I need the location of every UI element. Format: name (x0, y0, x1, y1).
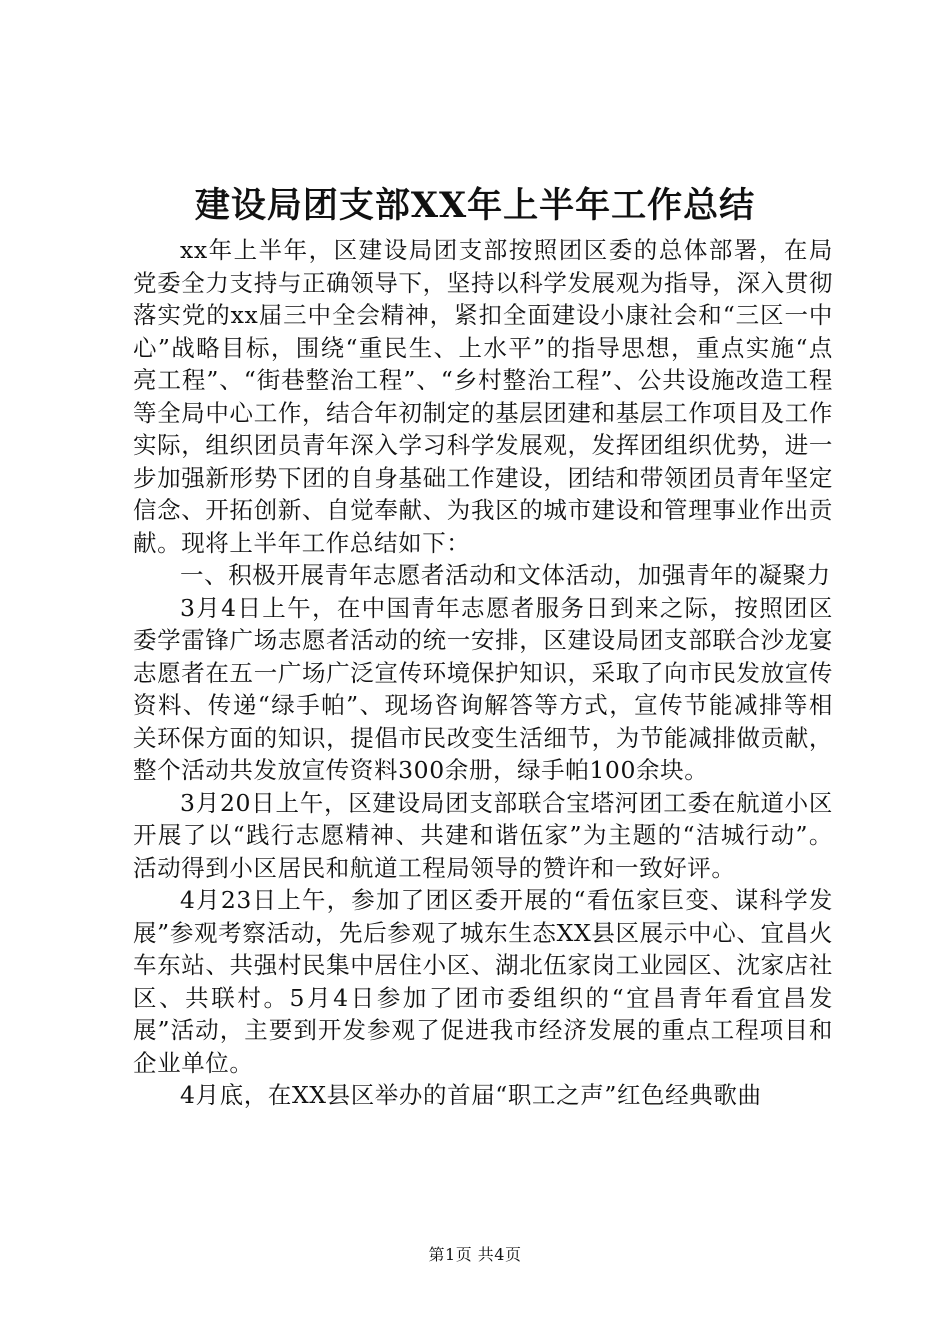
section-heading-1: 一、积极开展青年志愿者活动和文体活动，加强青年的凝聚力 (180, 561, 831, 589)
paragraph-march-20: 3月20日上午，区建设局团支部联合宝塔河团工委在航道小区开展了以“践行志愿精神、共建和谐伍家”为主题的“洁城行动”。活动得到小区居民和航道工程局领导的赞许和一致好评。 (133, 788, 833, 882)
paragraph-april-23: 4月23日上午，参加了团区委开展的“看伍家巨变、谋科学发展”参观考察活动，先后参观了城东生态XX县区展示中心、宜昌火车东站、共强村民集中居住小区、湖北伍家岗工业园区、沈家店社区、共联村。5月4日参加了团市委组织的“宜昌青年看宜昌发展”活动，主要到开发参观了促进我市经济发展的重点工程项目和企业单位。 (133, 886, 833, 1077)
page-footer: 第1页 共4页 (428, 1245, 522, 1264)
document-title: 建设局团支部XX年上半年工作总结 (194, 185, 756, 226)
paragraph-end-april: 4月底，在XX县区举办的首届“职工之声”红色经典歌曲 (180, 1081, 762, 1109)
paragraph-march-4: 3月4日上午，在中国青年志愿者服务日到来之际，按照团区委学雷锋广场志愿者活动的统一安排，区建设局团支部联合沙龙宴志愿者在五一广场广泛宣传环境保护知识，采取了向市民发放宣传资料、传递“绿手帕”、现场咨询解答等方式，宣传节能减排等相关环保方面的知识，提倡市民改变生活细节，为节能减排做贡献，整个活动共发放宣传资料300余册，绿手帕100余块。 (133, 593, 833, 784)
document-body (133, 234, 833, 1112)
paragraph-intro: xx年上半年，区建设局团支部按照团区委的总体部署，在局党委全力支持与正确领导下，坚持以科学发展观为指导，深入贯彻落实党的xx届三中全会精神，紧扣全面建设小康社会和“三区一中心”战略目标，围绕“重民生、上水平”的指导思想，重点实施“点亮工程”、“街巷整治工程”、“乡村整治工程”、公共设施改造工程等全局中心工作，结合年初制定的基层团建和基层工作项目及工作实际，组织团员青年深入学习科学发展观，发挥团组织优势，进一步加强新形势下团的自身基础工作建设，团结和带领团员青年坚定信念、开拓创新、自觉奉献、为我区的城市建设和管理事业作出贡献。现将上半年工作总结如下： (133, 236, 833, 557)
